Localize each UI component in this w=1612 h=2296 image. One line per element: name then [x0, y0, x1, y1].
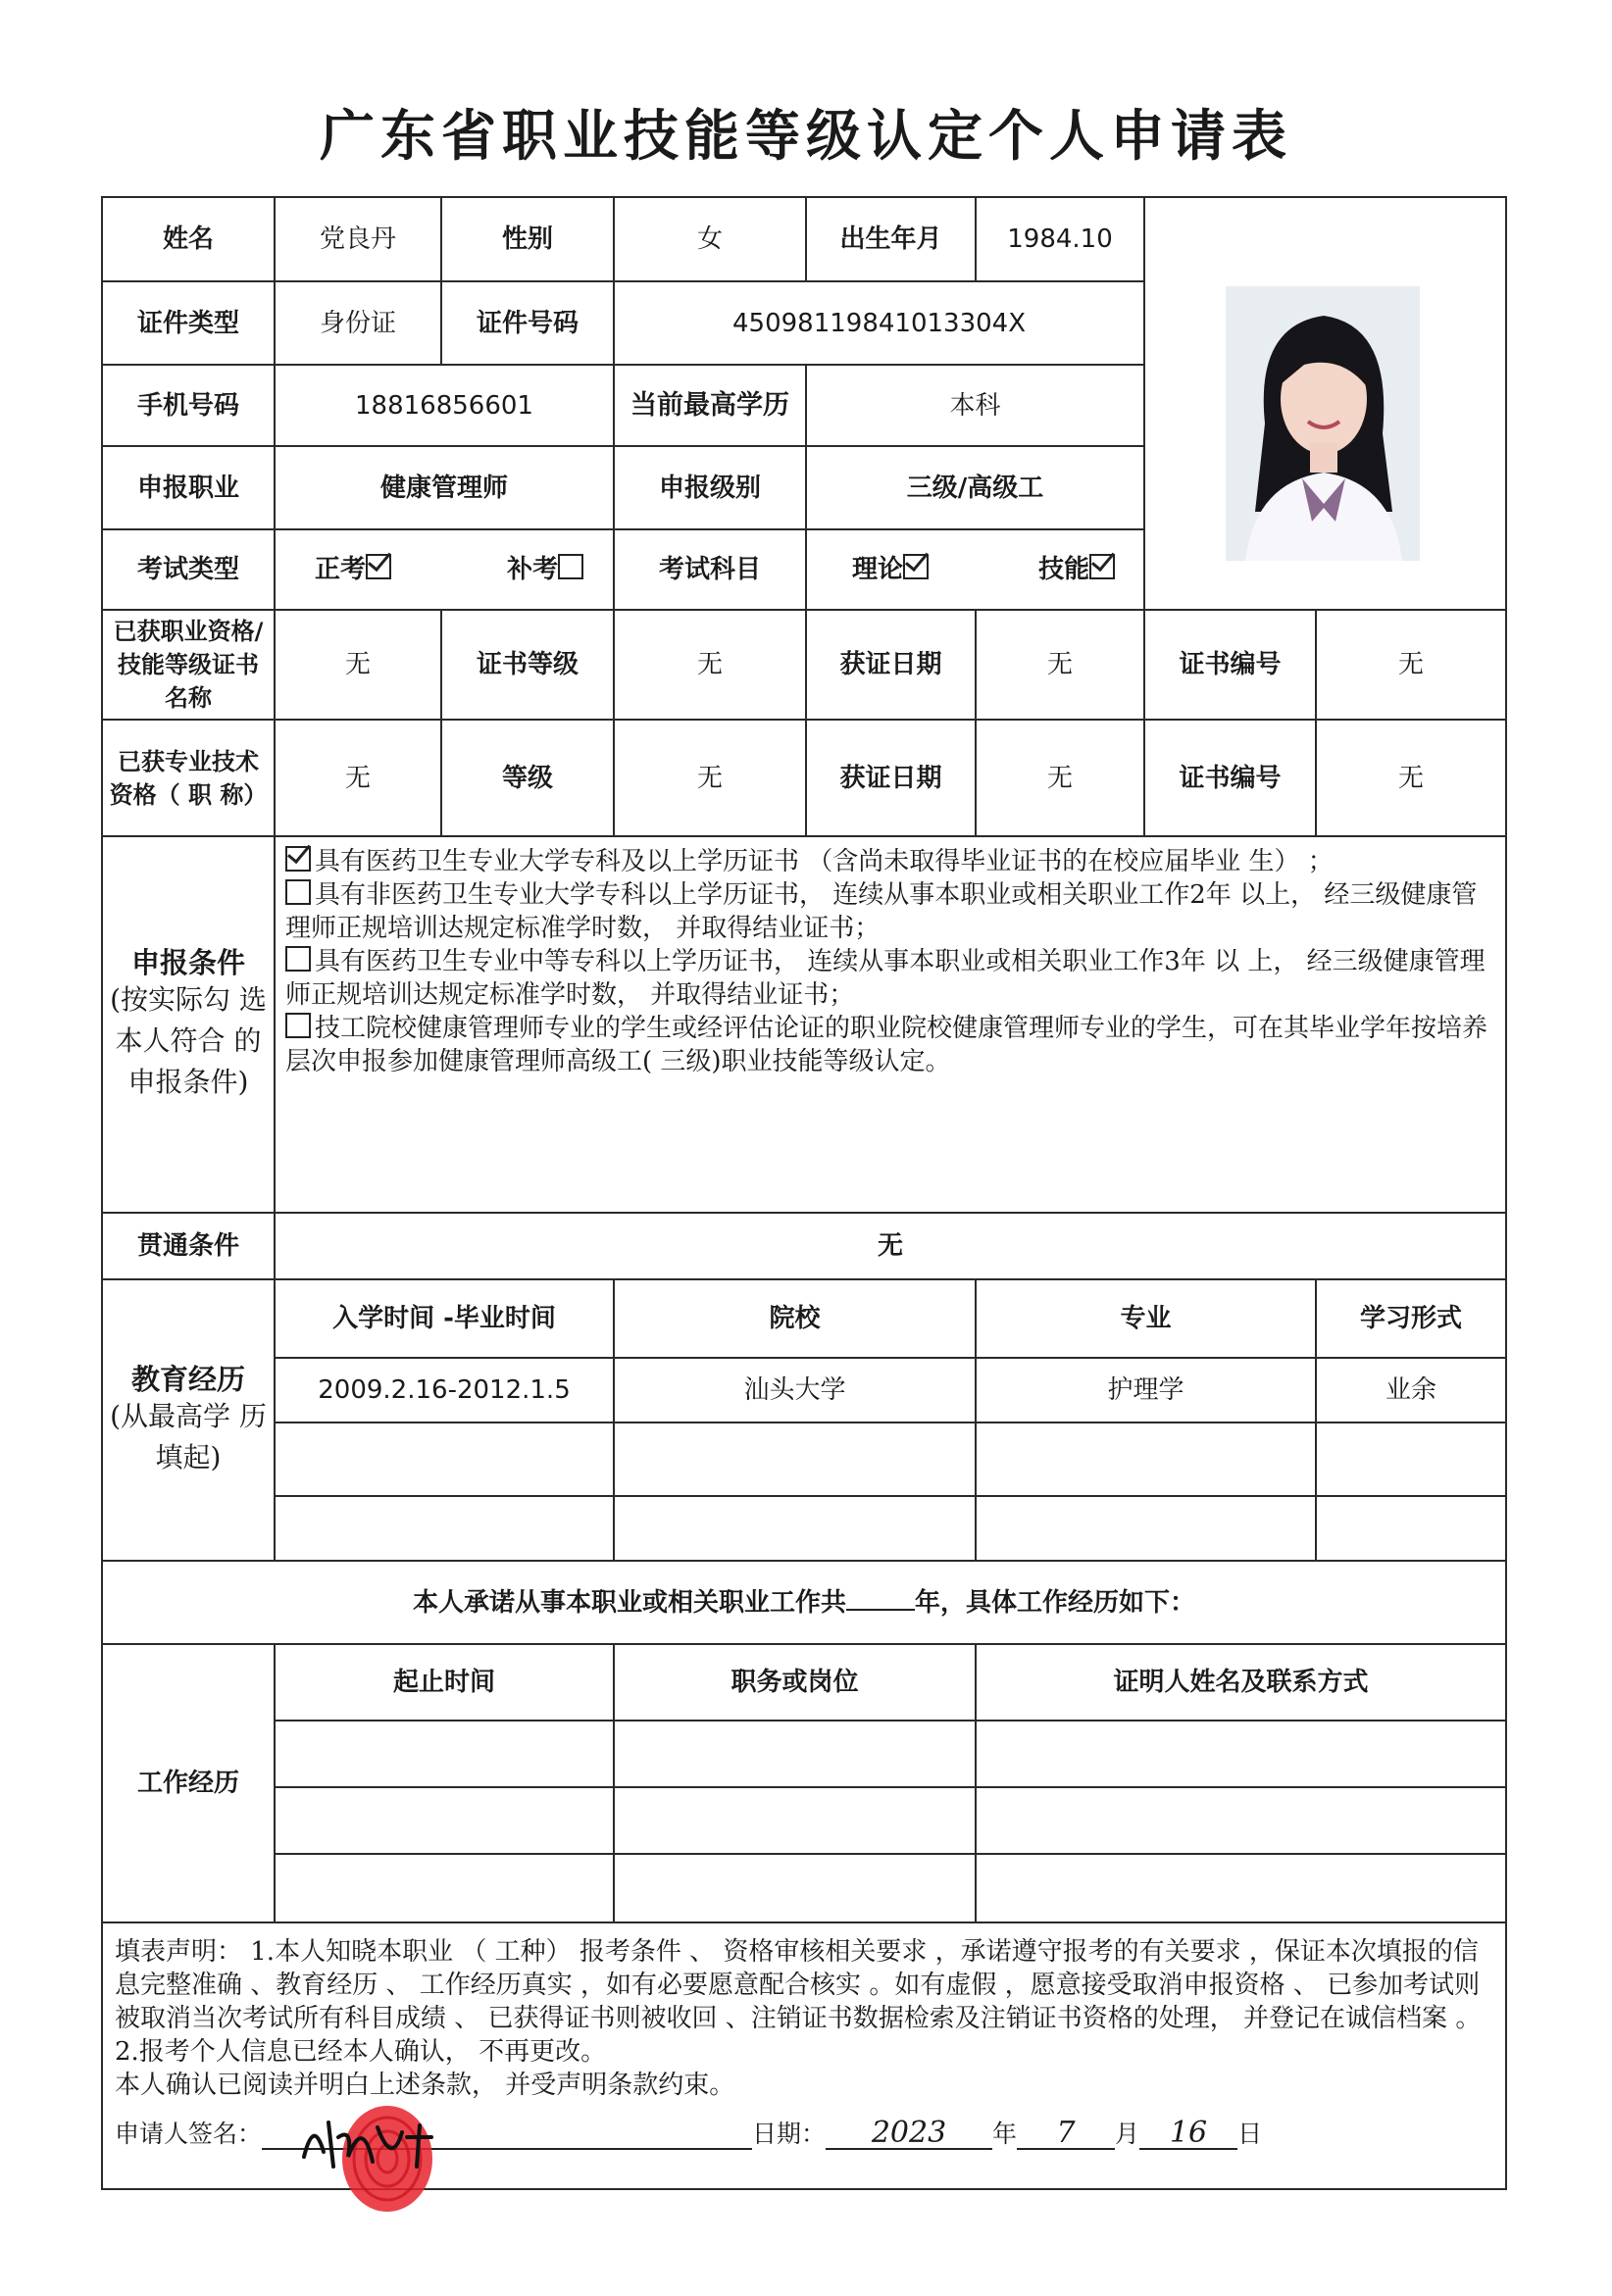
education-label-cell	[102, 1279, 275, 1561]
regular-exam-checkbox[interactable]	[366, 554, 391, 579]
level-label: 申报级别	[614, 446, 806, 529]
birth-value: 1984.10	[976, 197, 1144, 281]
years-blank[interactable]	[846, 1609, 915, 1611]
makeup-exam-label: 补考	[507, 555, 559, 584]
application-form	[101, 196, 1507, 2190]
occupation-label: 申报职业	[102, 446, 275, 529]
occupation-value: 健康管理师	[275, 446, 614, 529]
condition-item: 具有非医药卫生专业大学专科以上学历证书， 连续从事本职业或相关职业工作2年 以上， 经三级健康管理师正规培训达规定标准学时数， 并取得结业证书；	[285, 880, 1478, 943]
conditions-note: (按实际勾 选本人符合 的申报条件)	[110, 983, 267, 1098]
edu-header-school: 院校	[614, 1279, 976, 1358]
table-row	[102, 1787, 1506, 1854]
exam-subject-options	[806, 529, 1144, 610]
education-label: 教育经历	[130, 1362, 245, 1396]
edu-label: 当前最高学历	[614, 365, 806, 446]
edu-header-mode: 学习形式	[1316, 1279, 1506, 1358]
form-title: 广东省职业技能等级认定个人申请表	[320, 105, 1292, 169]
photo-cell	[1144, 197, 1506, 610]
year-field[interactable]: 2023	[826, 2119, 992, 2150]
edu-value: 本科	[806, 365, 1144, 446]
tech-cert-label: 已获专业技术资格（ 职 称）	[102, 720, 275, 836]
pass-label: 贯通条件	[102, 1213, 275, 1279]
conditions-list	[275, 836, 1506, 1213]
tech-cert-grade-label: 等级	[441, 720, 614, 836]
skill-checkbox[interactable]	[1089, 554, 1115, 579]
date-label: 日期：	[752, 2120, 827, 2148]
work-header-reference: 证明人姓名及联系方式	[976, 1644, 1506, 1721]
work-header-position: 职务或岗位	[614, 1644, 976, 1721]
signature-label: 申请人签名：	[115, 2120, 263, 2148]
skill-cert-grade: 无	[614, 610, 806, 720]
exam-subject-label: 考试科目	[614, 529, 806, 610]
gender-value: 女	[614, 197, 806, 281]
table-row: 2009.2.16-2012.1.5 汕头大学 护理学 业余	[102, 1358, 1506, 1423]
skill-label: 技能	[1038, 555, 1090, 584]
skill-cert-date: 无	[976, 610, 1144, 720]
table-row	[102, 1854, 1506, 1922]
skill-cert-grade-label: 证书等级	[441, 610, 614, 720]
conditions-label: 申报条件	[130, 946, 245, 979]
handwritten-signature-icon	[294, 2108, 451, 2176]
month-field[interactable]: 7	[1017, 2119, 1115, 2150]
skill-cert-label: 已获职业资格/技能等级证书名称	[102, 610, 275, 720]
phone-label: 手机号码	[102, 365, 275, 446]
tech-cert-grade: 无	[614, 720, 806, 836]
level-value: 三级/高级工	[806, 446, 1144, 529]
exam-type-options	[275, 529, 614, 610]
makeup-exam-checkbox[interactable]	[558, 554, 583, 579]
tech-cert-date-label: 获证日期	[806, 720, 976, 836]
name-label: 姓名	[102, 197, 275, 281]
condition-4-checkbox[interactable]	[285, 1013, 311, 1038]
work-pledge: 本人承诺从事本职业或相关职业工作共 年，具体工作经历如下：	[102, 1561, 1506, 1644]
gender-label: 性别	[441, 197, 614, 281]
condition-3-checkbox[interactable]	[285, 946, 311, 972]
skill-cert-no-label: 证书编号	[1144, 610, 1316, 720]
exam-type-label: 考试类型	[102, 529, 275, 610]
skill-cert-name: 无	[275, 610, 441, 720]
table-row	[102, 1423, 1506, 1496]
education-note: (从最高学 历填起)	[110, 1399, 267, 1473]
condition-item: 具有医药卫生专业中等专科以上学历证书， 连续从事本职业或相关职业工作3年 以 上， 经三级健康管理师正规培训达规定标准学时数， 并取得结业证书；	[285, 947, 1486, 1010]
theory-label: 理论	[852, 555, 904, 584]
condition-item: 具有医药卫生专业大学专科及以上学历证书 （含尚未取得毕业证书的在校应届毕业 生） ；	[285, 845, 1495, 878]
phone-value: 18816856601	[275, 365, 614, 446]
skill-cert-no: 无	[1316, 610, 1506, 720]
signature-row: 申请人签名： 日期： 2023 年 7 月 16 日	[115, 2116, 1263, 2150]
table-row	[102, 1496, 1506, 1561]
skill-cert-date-label: 获证日期	[806, 610, 976, 720]
conditions-label-cell	[102, 836, 275, 1213]
tech-cert-name: 无	[275, 720, 441, 836]
tech-cert-no: 无	[1316, 720, 1506, 836]
table-row	[102, 1721, 1506, 1787]
name-value: 党良丹	[275, 197, 441, 281]
declaration-text: 填表声明： 1.本人知晓本职业 （ 工种） 报考条件 、 资格审核相关要求 ，承诺遵守报考的有关要求 ，保证本次填报的信 息完整准确 、教育经历 、 工作经历真实 ，如有必要愿意配合核实 。如有虚假 ，愿意接受取消申报资格 、 已参加考试则 被取消当次考试所有科目成绩 、 已获得证书则被收回 、注销证书数据检索及注销证书资格的处理， 并登记在诚信档案 。 2.报考个人信息已经本人确认， 不再更改。	[115, 1937, 1482, 2067]
work-label: 工作经历	[102, 1644, 275, 1922]
condition-item: 技工院校健康管理师专业的学生或经评估论证的职业院校健康管理师专业的学生，可在其毕业学年按培养层次申报参加健康管理师高级工( 三级)职业技能等级认定。	[285, 1014, 1488, 1076]
edu-header-major: 专业	[976, 1279, 1316, 1358]
day-field[interactable]: 16	[1139, 2119, 1237, 2150]
declaration-confirm: 本人确认已阅读并明白上述条款， 并受声明条款约束。	[115, 2071, 735, 2100]
pass-value: 无	[275, 1213, 1506, 1279]
edu-header-period: 入学时间 -毕业时间	[275, 1279, 614, 1358]
tech-cert-date: 无	[976, 720, 1144, 836]
applicant-photo	[1226, 286, 1420, 561]
condition-1-checkbox[interactable]	[285, 846, 311, 872]
tech-cert-no-label: 证书编号	[1144, 720, 1316, 836]
id-no-label: 证件号码	[441, 281, 614, 365]
id-no-value: 45098119841013304X	[614, 281, 1144, 365]
theory-checkbox[interactable]	[903, 554, 929, 579]
birth-label: 出生年月	[806, 197, 976, 281]
work-header-period: 起止时间	[275, 1644, 614, 1721]
condition-2-checkbox[interactable]	[285, 879, 311, 905]
id-type-label: 证件类型	[102, 281, 275, 365]
id-type-value: 身份证	[275, 281, 441, 365]
regular-exam-label: 正考	[315, 555, 367, 584]
